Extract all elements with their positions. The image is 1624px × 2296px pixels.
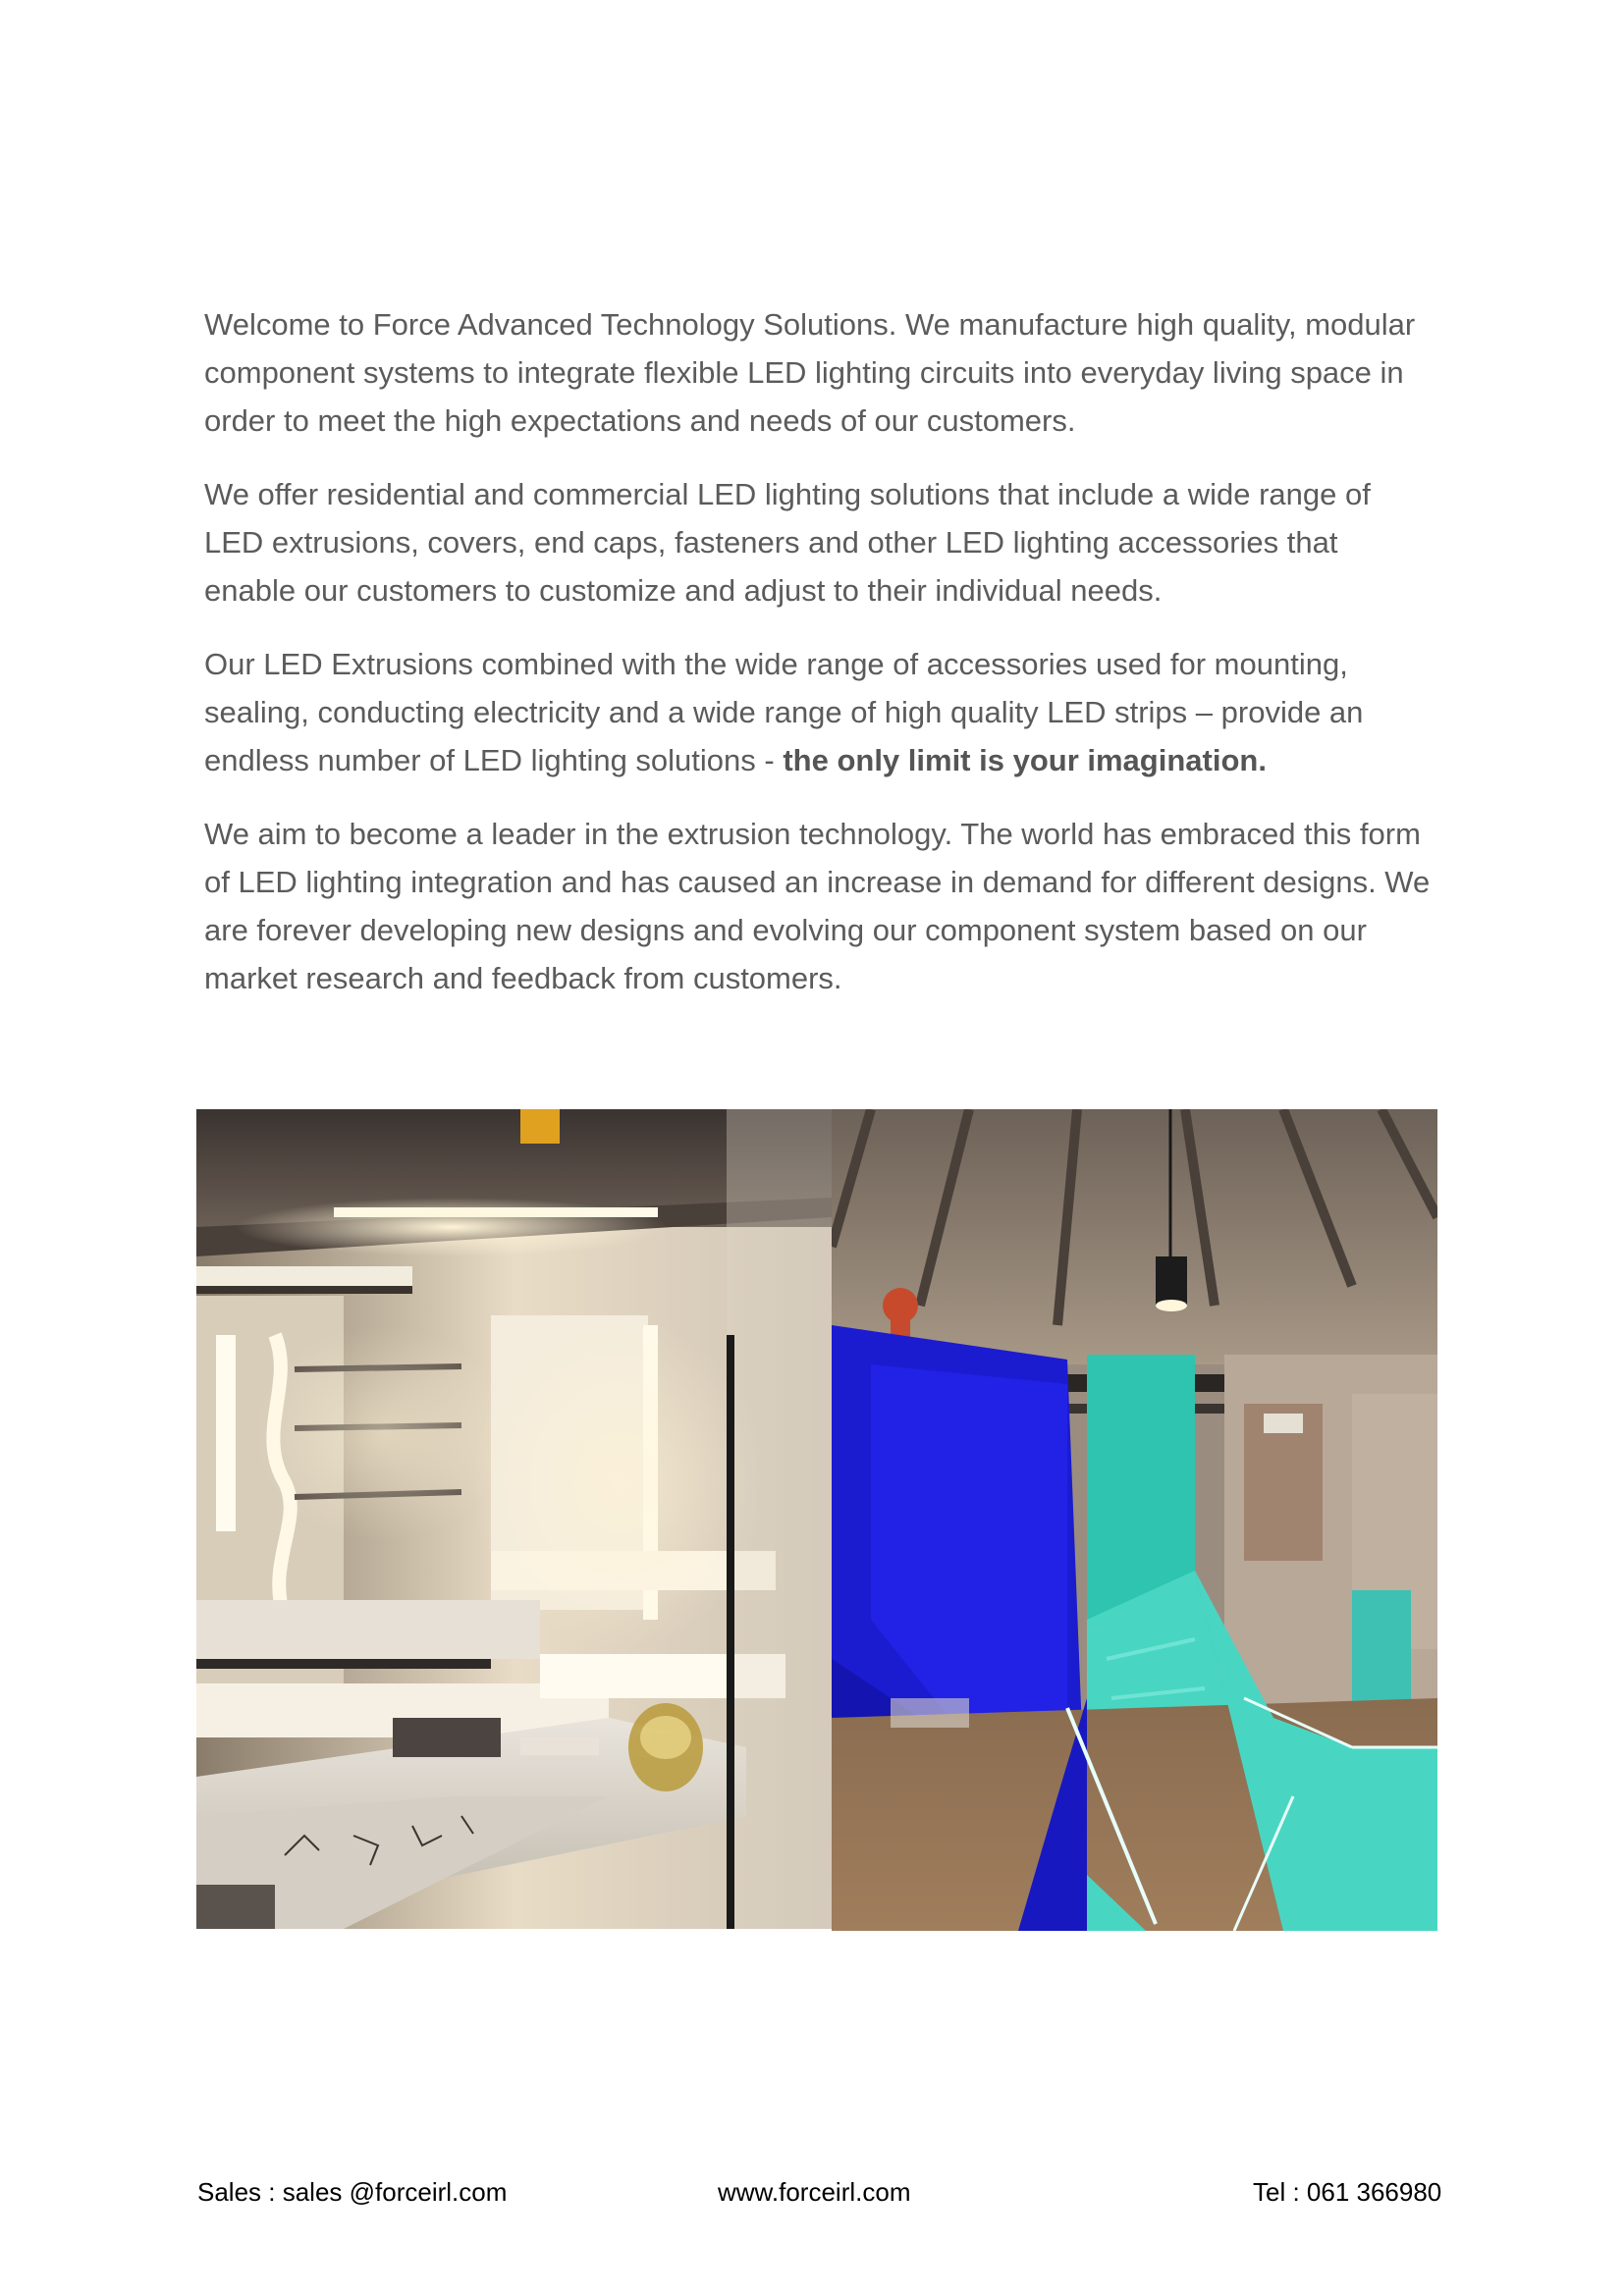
paragraph-extrusions	[204, 640, 1432, 784]
paragraph-welcome: Welcome to Force Advanced Technology Solutions. We manufacture high quality, modular component systems to integrate flexible LED lighting circuits into everyday living space in order to meet the high expectations and needs of our customers.	[204, 307, 1416, 438]
footer-website[interactable]: www.forceirl.com	[718, 2177, 911, 2207]
footer-sales-email: Sales : sales @forceirl.com	[197, 2177, 508, 2207]
emphasis-imagination: the only limit is your imagination.	[783, 743, 1267, 777]
paragraph-extrusions-text: Our LED Extrusions combined with the wide range of accessories used for mounting, sealing, conducting electricity and a wide range of high quality LED strips – provide an endless number of LED lighting solutions -	[204, 647, 1364, 777]
staircase-illustration	[832, 1109, 1437, 1931]
paragraph-offer: We offer residential and commercial LED lighting solutions that include a wide range of LED extrusions, covers, end caps, fasteners and other LED lighting accessories that enable our customers to customize and adjust to their individual needs.	[204, 477, 1371, 608]
intro-text	[204, 300, 1432, 1028]
footer-phone: Tel : 061 366980	[1253, 2177, 1442, 2207]
showroom-photo	[196, 1109, 832, 1929]
staircase-photo	[832, 1109, 1437, 1931]
paragraph-aim: We aim to become a leader in the extrusion technology. The world has embraced this form of LED lighting integration and has caused an increase in demand for different designs. We are forever developing new designs and evolving our component system based on our market research and feedback from customers.	[204, 817, 1431, 995]
showroom-illustration	[196, 1109, 832, 1929]
